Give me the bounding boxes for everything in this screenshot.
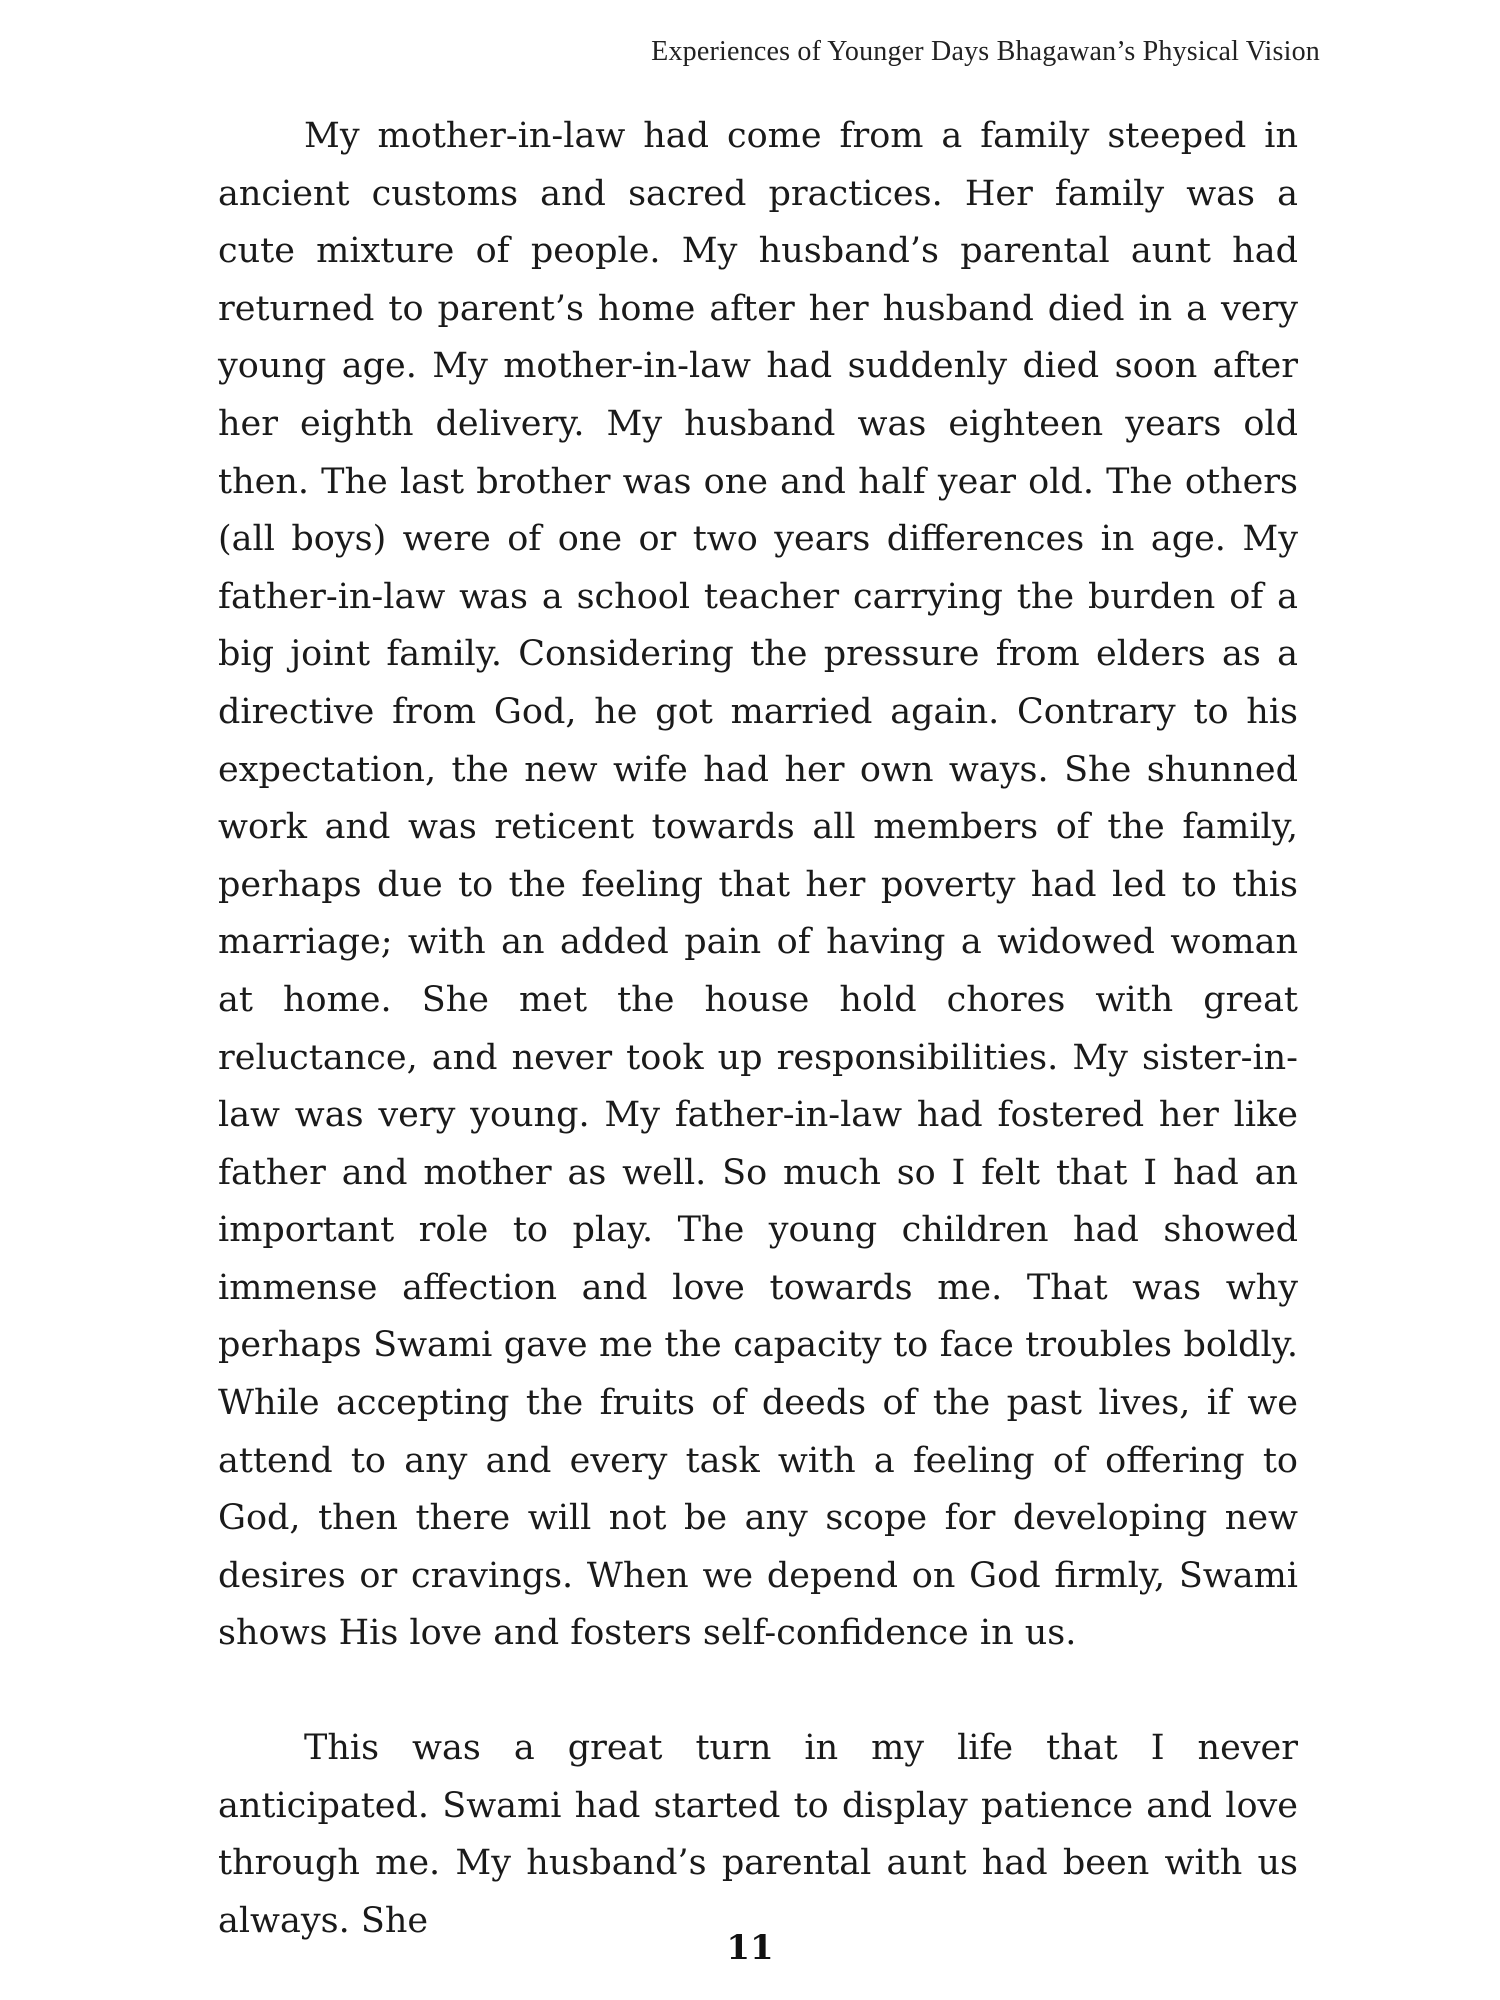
running-header: Experiences of Younger Days Bhagawan’s Physical Vision xyxy=(651,36,1320,67)
paragraph-2: This was a great turn in my life that I never anticipated. Swami had started to display patience and love through me. My husband’s parental aunt had been with us always. She xyxy=(218,1728,1298,1941)
body-text xyxy=(218,108,1298,1950)
paragraph-1: My mother-in-law had come from a family steeped in ancient customs and sacred practices. Her family was a cute mixture of people. My husband’s parental aunt had returned to parent’s home after her husband died in a very young age. My mother-in-law had suddenly died soon after her eighth delivery. My husband was eighteen years old then. The last brother was one and half year old. The others (all boys) were of one or two years differences in age. My father-in-law was a school teacher carrying the burden of a big joint family. Considering the pressure from elders as a directive from God, he got married again. Contrary to his expectation, the new wife had her own ways. She shunned work and was reticent towards all members of the family, perhaps due to the feeling that her poverty had led to this marriage; with an added pain of having a widowed woman at home. She met the house hold chores with great reluctance, and never took up responsibilities. My sister-in-law was very young. My father-in-law had fostered her like father and mother as well. So much so I felt that I had an important role to play. The young children had showed immense affection and love towards me. That was why perhaps Swami gave me the capacity to face troubles boldly. While accepting the fruits of deeds of the past lives, if we attend to any and every task with a feeling of offering to God, then there will not be any scope for developing new desires or cravings. When we depend on God firmly, Swami shows His love and fosters self-confidence in us. xyxy=(218,116,1298,1654)
page-number: 11 xyxy=(726,1928,774,1968)
